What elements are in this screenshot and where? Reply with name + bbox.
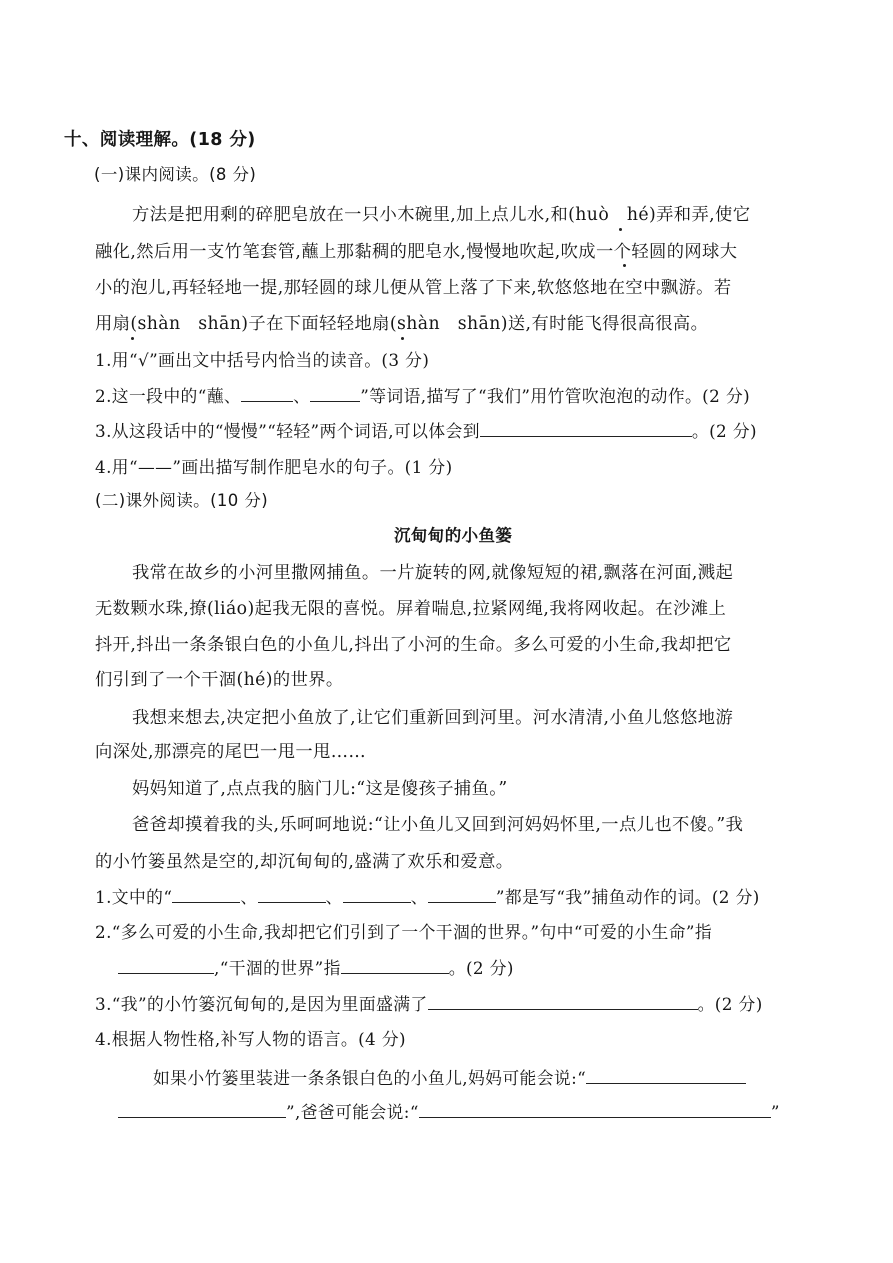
part2-passage-line-8: 爸爸却摸着我的头,乐呵呵地说:“让小鱼儿又回到河妈妈怀里,一点儿也不傻。”我 [132, 815, 744, 835]
q2-end-text: 。(2 分) [448, 958, 514, 978]
emphasis-dot [619, 228, 622, 231]
part2-passage-line-7: 妈妈知道了,点点我的脑门儿:“这是傻孩子捕鱼。” [132, 779, 508, 799]
answer-blank[interactable] [241, 384, 293, 402]
part1-passage-line-2: 融化,然后用一支竹笔套管,蘸上那黏稠的肥皂水,慢慢地吹起,吹成一个轻圆的网球大 [95, 242, 738, 262]
q1-text-start: 1.文中的“ [95, 887, 173, 907]
passage-title: 沉甸甸的小鱼篓 [394, 526, 513, 545]
part1-question-2 [95, 384, 750, 408]
answer-blank[interactable] [419, 1100, 771, 1118]
answer-blank[interactable] [341, 956, 449, 974]
part1-question-1: 1.用“√”画出文中括号内恰当的读音。(3 分) [95, 350, 430, 370]
part2-question-1 [95, 885, 760, 909]
q4-mom-prompt: 如果小竹篓里装进一条条银白色的小鱼儿,妈妈可能会说:“ [153, 1068, 587, 1088]
part2-question-2-line-2 [118, 956, 514, 980]
answer-blank[interactable] [258, 885, 326, 903]
part2-passage-line-4: 们引到了一个干涸(hé)的世界。 [95, 670, 344, 690]
q3-text-end: 。(2 分) [697, 994, 763, 1014]
part2-passage-line-2: 无数颗水珠,撩(liáo)起我无限的喜悦。屏着喘息,拉紧网绳,我将网收起。在沙滩上 [95, 599, 727, 619]
answer-blank[interactable] [428, 885, 496, 903]
part2-question-3 [95, 992, 763, 1016]
answer-blank[interactable] [310, 384, 360, 402]
part2-question-4: 4.根据人物性格,补写人物的语言。(4 分) [95, 1029, 406, 1049]
part1-question-4: 4.用“——”画出描写制作肥皂水的句子。(1 分) [95, 457, 453, 477]
q1-separator: 、 [325, 887, 343, 907]
q4-dad-prompt: ”,爸爸可能会说:“ [286, 1102, 419, 1122]
answer-blank[interactable] [343, 885, 411, 903]
answer-blank[interactable] [118, 956, 214, 974]
part1-heading: (一)课内阅读。(8 分) [94, 165, 257, 184]
part2-heading: (二)课外阅读。(10 分) [95, 491, 269, 510]
part1-passage-line-1: 方法是把用剩的碎肥皂放在一只小木碗里,加上点儿水,和(huò hé)弄和弄,使它 [132, 205, 751, 225]
part2-passage-line-3: 抖开,抖出一条条银白色的小鱼儿,抖出了小河的生命。多么可爱的小生命,我却把它 [95, 635, 732, 655]
emphasis-dot [623, 264, 626, 267]
q2-text-start: 2.这一段中的“蘸、 [95, 386, 242, 406]
part1-question-3 [95, 419, 757, 443]
part2-passage-line-1: 我常在故乡的小河里撒网捕鱼。一片旋转的网,就像短短的裙,飘落在河面,溅起 [132, 563, 734, 583]
part1-passage-line-3: 小的泡儿,再轻轻地一提,那轻圆的球儿便从管上落了下来,软悠悠地在空中飘游。若 [95, 278, 732, 298]
answer-blank[interactable] [172, 885, 240, 903]
q4-close-quote: ” [770, 1102, 780, 1122]
emphasis-dot [401, 337, 404, 340]
part2-passage-line-9: 的小竹篓虽然是空的,却沉甸甸的,盛满了欢乐和爱意。 [95, 852, 514, 872]
part1-passage-line-4: 用扇(shàn shān)子在下面轻轻地扇(shàn shān)送,有时能飞得很高很高。 [95, 314, 709, 334]
q1-separator: 、 [240, 887, 258, 907]
q3-text-start: 3.“我”的小竹篓沉甸甸的,是因为里面盛满了 [95, 994, 428, 1014]
part2-passage-line-6: 向深处,那漂亮的尾巴一甩一甩…… [95, 742, 367, 762]
q1-text-end: ”都是写“我”捕鱼动作的词。(2 分) [495, 887, 760, 907]
emphasis-dot [131, 337, 134, 340]
part2-question-4-line-2 [118, 1100, 780, 1124]
q2-text-end: ”等词语,描写了“我们”用竹管吹泡泡的动作。(2 分) [360, 386, 751, 406]
part2-question-4-line-1 [153, 1066, 746, 1090]
answer-blank[interactable] [428, 992, 698, 1010]
part2-passage-line-5: 我想来想去,决定把小鱼放了,让它们重新回到河里。河水清清,小鱼儿悠悠地游 [132, 708, 734, 728]
answer-blank[interactable] [118, 1100, 286, 1118]
q2-mid-text: ,“干涸的世界”指 [214, 958, 341, 978]
q2-separator: 、 [293, 386, 311, 406]
part2-question-2-line-1: 2.“多么可爱的小生命,我却把它们引到了一个干涸的世界。”句中“可爱的小生命”指 [95, 922, 713, 942]
q3-text-start: 3.从这段话中的“慢慢”“轻轻”两个词语,可以体会到 [95, 421, 480, 441]
answer-blank[interactable] [586, 1066, 746, 1084]
answer-blank[interactable] [480, 419, 692, 437]
q3-text-end: 。(2 分) [691, 421, 757, 441]
q1-separator: 、 [410, 887, 428, 907]
section-title: 十、阅读理解。(18 分) [64, 130, 256, 150]
